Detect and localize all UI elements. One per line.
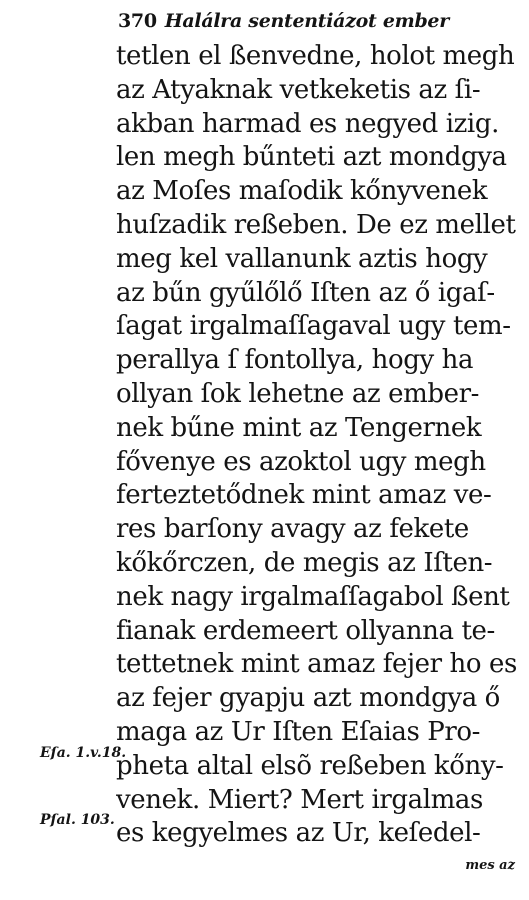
margin-note-psalm: Pſal. 103. — [40, 812, 115, 828]
page-header — [118, 10, 449, 32]
text-line: tettetnek mint amaz fejer ho es — [116, 649, 517, 680]
text-line: tetlen el ßenvedne, holot megh — [116, 41, 515, 71]
text-line: fianak erdemeert ollyanna te- — [116, 615, 495, 646]
text-line: huſzadik reßeben. De ez mellet — [116, 209, 516, 240]
text-line: len megh bűnteti azt mondgya — [116, 142, 507, 173]
text-line: ferteztetődnek mint amaz ve- — [116, 480, 492, 511]
text-line: ollyan ſok lehetne az ember- — [116, 378, 480, 409]
text-line: kőkőrczen, de megis az Iſten- — [116, 547, 493, 578]
running-title: Halálra sententiázot ember — [164, 10, 449, 32]
text-line: ſagat irgalmaſſagaval ugy tem- — [116, 311, 511, 342]
text-line: venek. Miert? Mert irgalmas — [116, 784, 483, 815]
text-line: res barſony avagy az fekete — [116, 514, 469, 545]
text-line: es kegyelmes az Ur, keſedel- — [116, 818, 481, 849]
text-line: maga az Ur Iſten Eſaias Pro- — [116, 716, 481, 747]
text-line: akban harmad es negyed izig. — [116, 108, 499, 139]
text-line: nek nagy irgalmaſſagabol ßent — [116, 581, 510, 612]
text-line: pheta altal elsõ reßeben kőny- — [116, 750, 504, 781]
text-line: az bűn gyűlőlő Iſten az ő igaſ- — [116, 277, 495, 308]
text-line: meg kel vallanunk aztis hogy — [116, 243, 488, 274]
text-line: nek bűne mint az Tengernek — [116, 412, 482, 443]
text-line: fővenye es azoktol ugy megh — [116, 446, 486, 477]
text-line: az Atyaknak vetkeketis az ſi- — [116, 74, 481, 105]
body-text — [116, 40, 526, 851]
catchword: mes az — [465, 858, 515, 873]
text-line: perallya ſ fontollya, hogy ha — [116, 345, 474, 376]
page-number: 370 — [118, 10, 157, 32]
text-line: az fejer gyapju azt mondgya ő — [116, 683, 500, 714]
margin-note-isaiah: Eſa. 1.v.18. — [40, 745, 127, 761]
text-line: az Moſes maſodik kőnyvenek — [116, 176, 488, 207]
